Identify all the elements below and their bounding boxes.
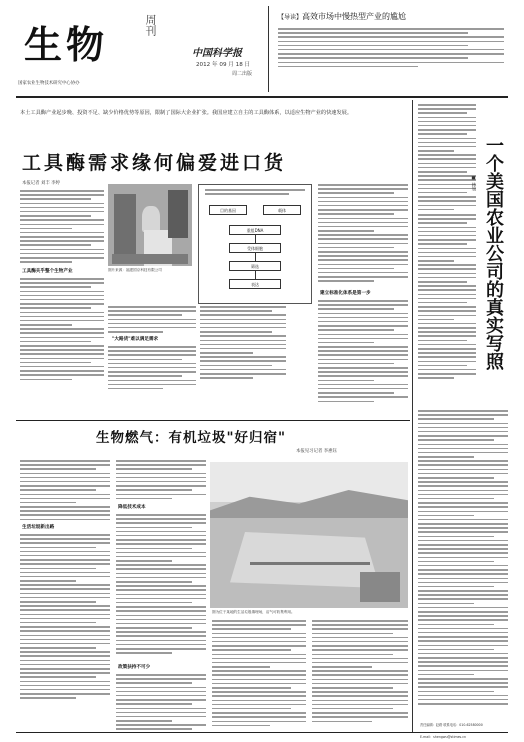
section-name: 生物 xyxy=(24,22,109,67)
second-column-2 xyxy=(116,460,206,502)
flowchart-node-2: 载体 xyxy=(263,205,301,215)
lead-subhead-1: 工具酶关乎整个生物产业 xyxy=(22,269,73,274)
lead-byline: 本报记者 刘丰 李婷 xyxy=(22,181,60,186)
sidebar-title[interactable]: 一个美国农业公司的真实写照 xyxy=(483,136,504,370)
second-subhead-2: 降低技术成本 xyxy=(118,505,146,510)
second-subhead-3: 政策扶持不可少 xyxy=(118,665,151,670)
sidebar-byline: ■ 林旭 xyxy=(471,176,476,192)
lead-column-3 xyxy=(200,306,286,381)
second-column-3 xyxy=(212,620,306,729)
second-headline[interactable]: 生物燃气：有机垃圾"好归宿" xyxy=(96,430,287,446)
second-byline: 本报见习记者 李惠钰 xyxy=(296,449,337,454)
sidebar-lead-text xyxy=(418,104,476,213)
footer-rule xyxy=(16,732,508,733)
flowchart-node-5: 筛选 xyxy=(229,261,281,271)
top-story-summary xyxy=(278,28,504,70)
flowchart-node-6: 表达 xyxy=(229,279,281,289)
second-subhead-1: 生活垃圾新出路 xyxy=(22,525,55,530)
lead-column-4b xyxy=(318,300,408,405)
landfill-photo-caption: 图为位于某地的生活垃圾填埋场，沼气可收集利用。 xyxy=(212,610,295,614)
masthead-divider xyxy=(268,6,269,92)
second-column-2b xyxy=(116,514,206,656)
second-column-2c xyxy=(116,674,206,733)
lead-column-4 xyxy=(318,184,408,285)
sponsor-line: 国家农业生物技术研究中心协办 xyxy=(18,81,80,86)
lead-column-1b xyxy=(20,278,104,383)
lead-photo-caption: 图片来源：福建国京科技有限公司 xyxy=(108,268,162,272)
edition-label: 周二出版 xyxy=(232,71,253,77)
flowchart-node-1: 目的基因 xyxy=(209,205,247,215)
lead-subhead-2: "大路货"难以满足需求 xyxy=(112,337,159,342)
landfill-photo xyxy=(210,462,408,608)
lead-deck: 本土工具酶产业起步晚、投资不足、缺少价格优势等原因，限制了国际大企业扩张。我国应建立自主的工具酶体系，以适应生物产业的快速发展。 xyxy=(20,110,353,116)
sidebar-body-2 xyxy=(418,410,508,707)
sidebar-body-1 xyxy=(418,214,476,382)
second-column-4 xyxy=(312,620,408,725)
lead-photo xyxy=(108,184,192,266)
lead-bottom-rule xyxy=(16,420,410,421)
lead-headline[interactable]: 工具酶需求缘何偏爱进口货 xyxy=(22,152,287,174)
lead-column-2b xyxy=(108,346,196,392)
top-story-headline[interactable]: 高效市场中慢热型产业的尴尬 xyxy=(302,12,406,21)
masthead xyxy=(16,4,508,96)
section-label: 周刊 xyxy=(144,14,157,36)
flowchart-node-3: 重组DNA xyxy=(229,225,281,235)
top-story-tag: 【导读】 xyxy=(278,14,303,21)
second-column-1b xyxy=(20,534,110,702)
flowchart-node-4: 受体细胞 xyxy=(229,243,281,253)
footer-email-line[interactable]: E-mail：shengwu@stimes.cn xyxy=(420,735,466,739)
lead-flowchart xyxy=(198,184,312,304)
paper-logo: 中国科学报 xyxy=(192,48,242,59)
lead-column-2 xyxy=(108,306,196,335)
issue-date: 2012 年 09 月 18 日 xyxy=(196,62,251,68)
second-column-1 xyxy=(20,460,110,523)
lead-column-1 xyxy=(20,190,104,265)
footer-editor-line: 责任编辑：赵路 联系电话：010-62580000 xyxy=(420,723,483,727)
masthead-bottom-rule xyxy=(16,96,508,98)
lead-subhead-3: 建立标准化体系是第一步 xyxy=(320,291,371,296)
sidebar-border xyxy=(412,100,413,732)
